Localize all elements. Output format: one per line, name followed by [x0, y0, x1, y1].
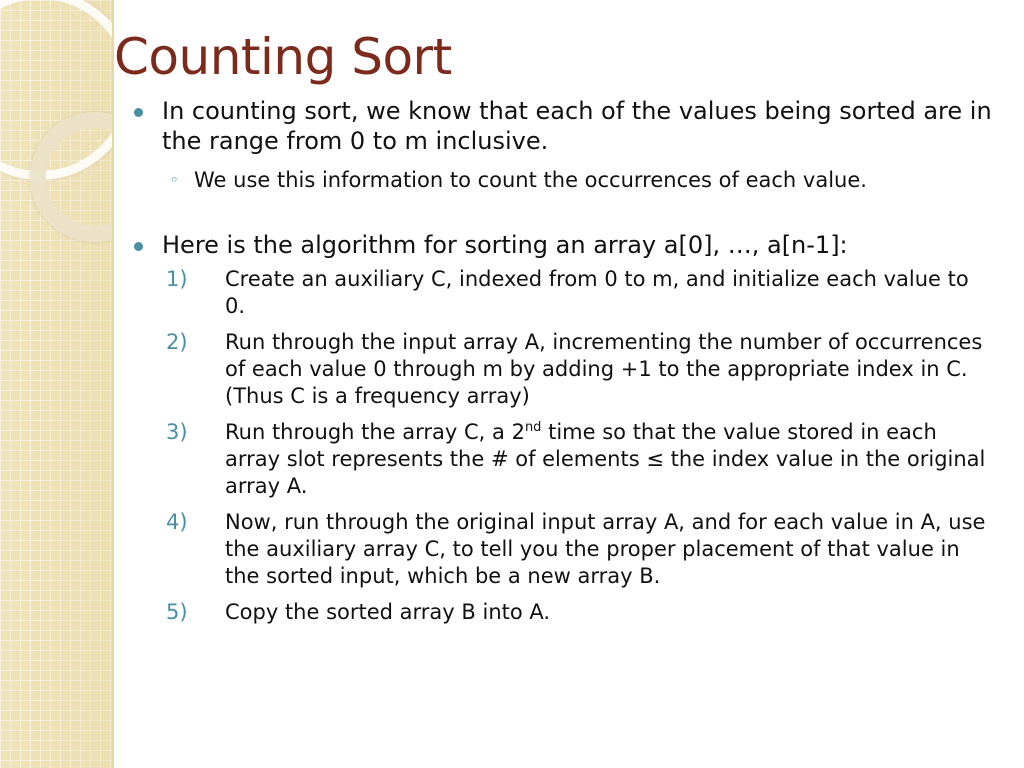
step-text: Copy the sorted array B into A. — [225, 600, 551, 624]
step-text: Create an auxiliary C, indexed from 0 to m, and initialize each value to 0. — [225, 267, 969, 318]
slide-title: Counting Sort — [114, 28, 452, 86]
algorithm-step — [132, 266, 992, 320]
step-number: 1) — [166, 267, 188, 291]
bullet-dot-icon — [134, 108, 143, 117]
slide-body — [132, 96, 992, 635]
step-text-after: time so that the value stored in each array slot represents the # of elements ≤ the index value in the original array A. — [225, 420, 986, 498]
bullet-text: In counting sort, we know that each of the values being sorted are in the range from 0 to m inclusive. — [162, 97, 992, 155]
step-text: Now, run through the original input array A, and for each value in A, use the auxiliary array C, to tell you the proper placement of that value in the sorted input, which be a new array B. — [225, 510, 986, 588]
decorative-rings — [0, 0, 112, 768]
bullet-item — [132, 96, 992, 156]
step-superscript: nd — [524, 420, 542, 435]
sub-bullet-text: We use this information to count the occurrences of each value. — [194, 168, 867, 192]
algorithm-step — [132, 329, 992, 410]
step-number: 3) — [166, 420, 188, 444]
bullet-dot-icon — [134, 242, 143, 251]
step-number: 2) — [166, 330, 188, 354]
hollow-circle-bullet-icon: ◦ — [170, 171, 179, 189]
algorithm-step — [132, 509, 992, 590]
step-text: Run through the input array A, incrementing the number of occurrences of each value 0 through m by adding +1 to the appropriate index in C. (Thus C is a frequency array) — [225, 330, 983, 408]
sub-bullet-item — [132, 166, 992, 194]
bullet-text: Here is the algorithm for sorting an array a[0], …, a[n-1]: — [162, 231, 848, 259]
bullet-item — [132, 230, 992, 260]
step-text-before: Run through the array C, a 2 — [225, 420, 525, 444]
step-number: 4) — [166, 510, 188, 534]
algorithm-step — [132, 419, 992, 500]
algorithm-step — [132, 599, 992, 626]
algorithm-steps — [132, 266, 992, 626]
step-number: 5) — [166, 600, 188, 624]
